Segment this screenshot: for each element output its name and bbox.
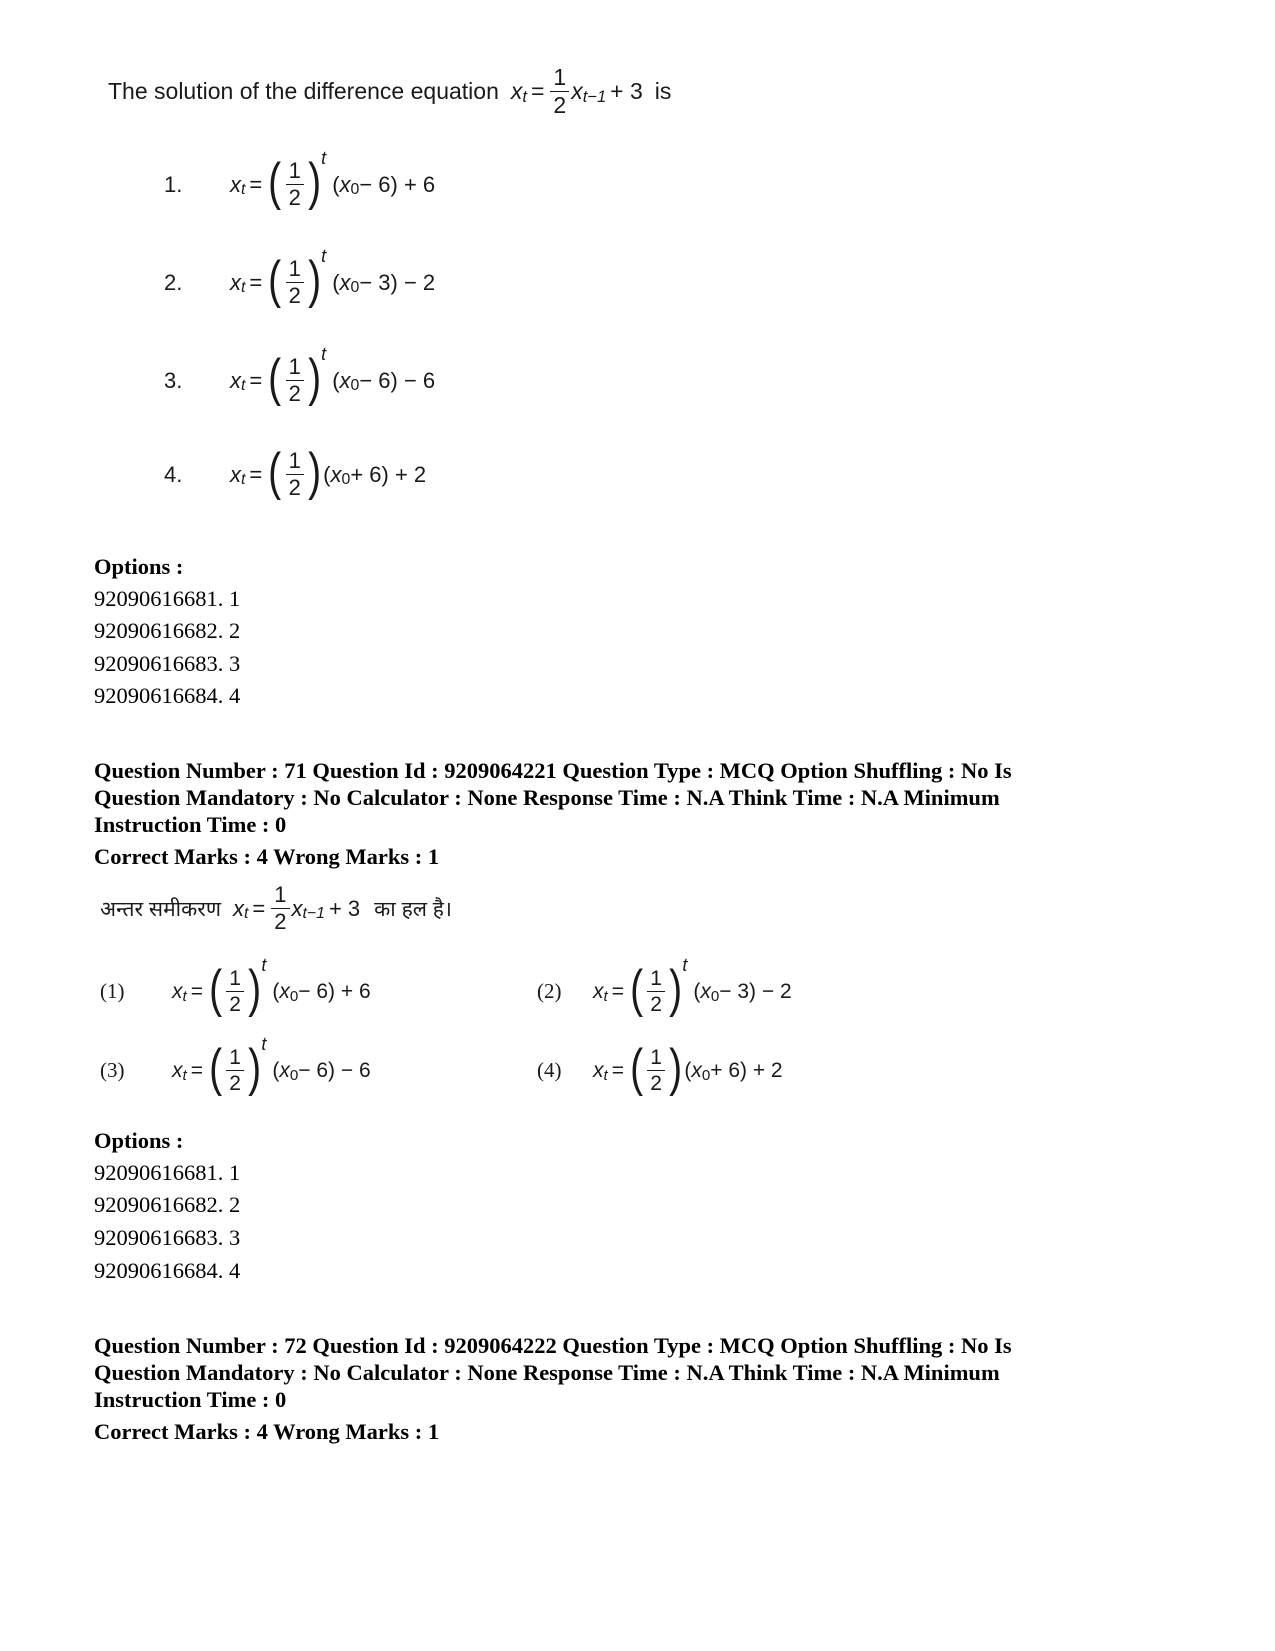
q71-choice-4: (4) x t = ( $\frac{1}{2}$ ) ( x 0 + 6) + 2 <box>537 1038 783 1097</box>
q70-stem-suffix: is <box>654 78 672 104</box>
q71-choice-3: (3) x t = ( $\frac{1}{2}$ ) t ( x 0 − 6) − 6 <box>100 1034 371 1097</box>
q70-choice-2: 2. x t = ( $\frac{1}{2}$ ) t ( x 0 − 3) − 2 <box>164 246 436 309</box>
q70-option-1: 92090616681. 1 <box>94 586 241 611</box>
q71-choice-1: (1) x t = ( $\frac{1}{2}$ ) t ( x 0 − 6) + 6 <box>100 955 371 1018</box>
q71-stem-prefix: अन्तर समीकरण <box>100 897 221 921</box>
q70-options-label: Options : <box>94 554 184 579</box>
q71-stem-equation: x t = $\frac{1}{2}$ x t−1 + 3 <box>233 882 361 934</box>
q70-option-2: 92090616682. 2 <box>94 618 241 643</box>
q70-option-3: 92090616683. 3 <box>94 651 241 676</box>
q71-stem <box>100 884 452 933</box>
q71-meta: Question Number : 71 Question Id : 9209064221 Question Type : MCQ Option Shuffling : No Is Question Mandatory : No Calculator : None Response Time : N.A Think Time : N.A Minimum Instruction Time : 0 <box>94 758 1012 837</box>
q72-meta: Question Number : 72 Question Id : 9209064222 Question Type : MCQ Option Shuffling : No Is Question Mandatory : No Calculator : None Response Time : N.A Think Time : N.A Minimum Instruction Time : 0 <box>94 1333 1012 1412</box>
q71-stem-suffix: का हल है। <box>374 897 452 921</box>
q71-option-2: 92090616682. 2 <box>94 1192 241 1217</box>
q70-stem-prefix: The solution of the difference equation <box>108 78 499 104</box>
q71-options-label: Options : <box>94 1128 184 1153</box>
q70-stem <box>108 66 671 117</box>
half-fraction: $\frac{1}{2}$ <box>550 66 569 117</box>
q70-choice-1: 1. x t = ( $\frac{1}{2}$ ) t ( x 0 − 6) + 6 <box>164 148 436 211</box>
q71-option-1: 92090616681. 1 <box>94 1160 241 1185</box>
q70-stem-equation: x t = $\frac{1}{2}$ x t−1 + 3 <box>510 64 643 118</box>
q70-choice-3: 3. x t = ( $\frac{1}{2}$ ) t ( x 0 − 6) − 6 <box>164 344 436 407</box>
q72-marks: Correct Marks : 4 Wrong Marks : 1 <box>94 1419 440 1444</box>
q70-option-4: 92090616684. 4 <box>94 683 241 708</box>
q71-option-3: 92090616683. 3 <box>94 1225 241 1250</box>
q71-option-4: 92090616684. 4 <box>94 1258 241 1283</box>
q70-choice-4: 4. x t = ( $\frac{1}{2}$ ) ( x 0 + 6) + 2 <box>164 442 427 501</box>
q71-marks: Correct Marks : 4 Wrong Marks : 1 <box>94 844 440 869</box>
q71-choice-2: (2) x t = ( $\frac{1}{2}$ ) t ( x 0 − 3) − 2 <box>537 955 792 1018</box>
